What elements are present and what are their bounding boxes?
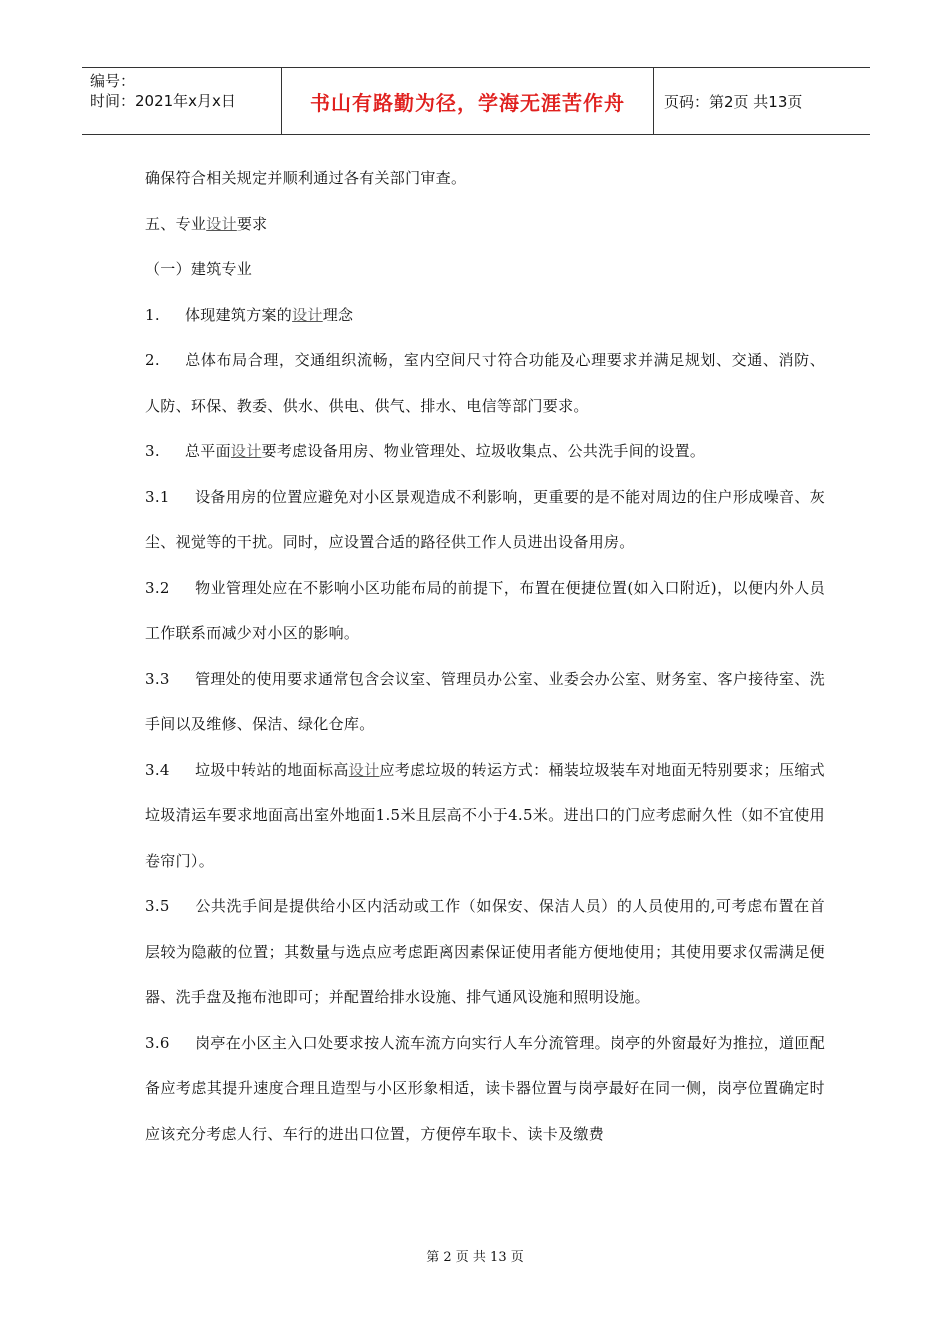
paragraph-number: 3.1	[145, 487, 170, 506]
paragraph-number: 1.	[145, 305, 160, 324]
serial-label: 编号：	[90, 72, 136, 90]
document-header	[82, 67, 870, 135]
body-paragraph	[145, 884, 825, 1021]
paragraph-text: 确保符合相关规定并顺利通过各有关部门审查。	[145, 169, 467, 187]
body-paragraph	[145, 475, 825, 566]
paragraph-number: 2.	[145, 351, 160, 369]
paragraph-text: 总体布局合理，交通组织流畅，室内空间尺寸符合功能及心理要求并满足规划、交通、消防、人防、环保、教委、供水、供电、供气、排水、电信等部门要求。	[145, 351, 825, 415]
body-paragraph	[145, 156, 825, 202]
paragraph-number: 3.5	[145, 897, 170, 915]
paragraph-text-continued: 要考虑设备用房、物业管理处、垃圾收集点、公共洗手间的设置。	[261, 442, 706, 460]
paragraph-number: 3.6	[145, 1033, 170, 1052]
body-paragraph	[145, 338, 825, 429]
body-paragraph	[145, 748, 825, 885]
paragraph-number: 3.2	[145, 578, 170, 597]
footer-page-number: 第 2 页 共 13 页	[426, 1250, 524, 1265]
paragraph-text: 岗亭在小区主入口处要求按人流车流方向实行人车分流管理。岗亭的外窗最好为推拉，道匝配备应考虑其提升速度合理且造型与小区形象相适，读卡器位置与岗亭最好在同一侧，岗亭位置确定时应该充分考虑人行、车行的进出口位置，方便停车取卡、读卡及缴费	[145, 1033, 825, 1143]
document-body	[145, 156, 825, 1157]
paragraph-text: 总平面	[185, 442, 231, 460]
paragraph-number: 3.4	[145, 760, 170, 779]
paragraph-number: 3.	[145, 442, 160, 460]
page-footer	[0, 1246, 950, 1265]
paragraph-text: 垃圾中转站的地面标高	[195, 760, 349, 779]
body-paragraph	[145, 202, 825, 248]
design-link[interactable]: 设计	[230, 442, 262, 460]
body-paragraph	[145, 1021, 825, 1158]
paragraph-text: 五、专业	[145, 214, 207, 233]
body-paragraph	[145, 293, 825, 339]
paragraph-number: 3.3	[145, 669, 170, 688]
paragraph-text-continued: 应考虑垃圾的转运方式：桶装垃圾装车对地面无特别要求；压缩式垃圾清运车要求地面高出室外地面1.5米且层高不小于4.5米。进出口的门应考虑耐久性（如不宜使用卷帘门）。	[145, 760, 825, 870]
body-paragraph	[145, 566, 825, 657]
header-motto-cell	[282, 68, 654, 134]
paragraph-text: 物业管理处应在不影响小区功能布局的前提下，布置在便捷位置(如入口附近)，以便内外人员工作联系而减少对小区的影响。	[145, 578, 825, 642]
design-link[interactable]: 设计	[348, 760, 380, 779]
design-link[interactable]: 设计	[292, 305, 323, 324]
body-paragraph	[145, 657, 825, 748]
paragraph-text-continued: 要求	[236, 214, 268, 233]
body-paragraph	[145, 429, 825, 475]
paragraph-text: （一）建筑专业	[145, 260, 253, 278]
header-motto: 书山有路勤为径，学海无涯苦作舟	[310, 90, 625, 115]
paragraph-text: 体现建筑方案的	[185, 305, 293, 324]
header-meta	[82, 68, 282, 134]
paragraph-text: 设备用房的位置应避免对小区景观造成不利影响，更重要的是不能对周边的住户形成噪音、灰尘、视觉等的干扰。同时，应设置合适的路径供工作人员进出设备用房。	[145, 487, 825, 551]
header-page-cell	[654, 68, 870, 134]
design-link[interactable]: 设计	[206, 214, 237, 233]
paragraph-text-continued: 理念	[322, 305, 354, 324]
paragraph-text: 管理处的使用要求通常包含会议室、管理员办公室、业委会办公室、财务室、客户接待室、洗手间以及维修、保洁、绿化仓库。	[145, 669, 825, 733]
paragraph-text: 公共洗手间是提供给小区内活动或工作（如保安、保洁人员）的人员使用的,可考虑布置在首层较为隐蔽的位置；其数量与选点应考虑距离因素保证使用者能方便地使用；其使用要求仅需满足便器、洗手盘及拖布池即可；并配置给排水设施、排气通风设施和照明设施。	[145, 897, 825, 1006]
header-page-label: 页码：第2页 共13页	[664, 92, 803, 111]
time-label: 时间：2021年x月x日	[90, 92, 236, 110]
body-paragraph	[145, 247, 825, 293]
